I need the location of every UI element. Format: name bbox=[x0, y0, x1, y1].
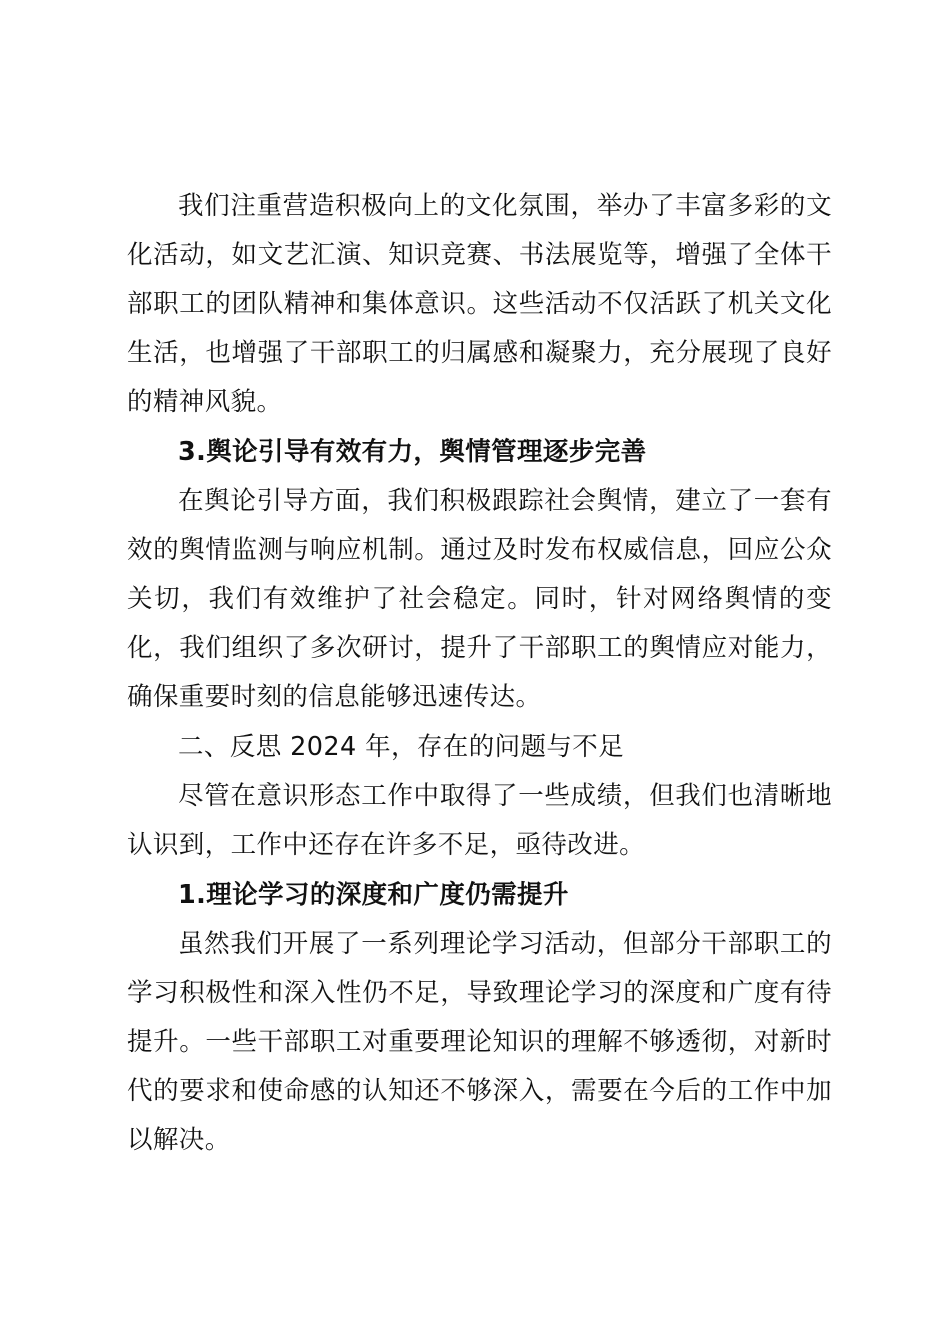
heading-theory-study: 1.理论学习的深度和广度仍需提升 bbox=[178, 880, 569, 910]
heading-public-opinion: 3.舆论引导有效有力，舆情管理逐步完善 bbox=[178, 437, 647, 467]
section-title-reflection: 二、反思 2024 年，存在的问题与不足 bbox=[178, 732, 625, 762]
paragraph-shortcomings-intro: 尽管在意识形态工作中取得了一些成绩，但我们也清晰地认识到，工作中还存在许多不足，亟待改进。 bbox=[127, 781, 832, 860]
paragraph-theory-study: 虽然我们开展了一系列理论学习活动，但部分干部职工的学习积极性和深入性仍不足，导致理论学习的深度和广度有待提升。一些干部职工对重要理论知识的理解不够透彻，对新时代的要求和使命感的认知还不够深入，需要在今后的工作中加以解决。 bbox=[127, 929, 832, 1155]
paragraph-public-opinion: 在舆论引导方面，我们积极跟踪社会舆情，建立了一套有效的舆情监测与响应机制。通过及时发布权威信息，回应公众关切，我们有效维护了社会稳定。同时，针对网络舆情的变化，我们组织了多次研讨，提升了干部职工的舆情应对能力，确保重要时刻的信息能够迅速传达。 bbox=[127, 486, 832, 712]
paragraph-culture-activities: 我们注重营造积极向上的文化氛围，举办了丰富多彩的文化活动，如文艺汇演、知识竞赛、书法展览等，增强了全体干部职工的团队精神和集体意识。这些活动不仅活跃了机关文化生活，也增强了干部职工的归属感和凝聚力，充分展现了良好的精神风貌。 bbox=[127, 191, 832, 417]
document-body bbox=[127, 182, 832, 1165]
